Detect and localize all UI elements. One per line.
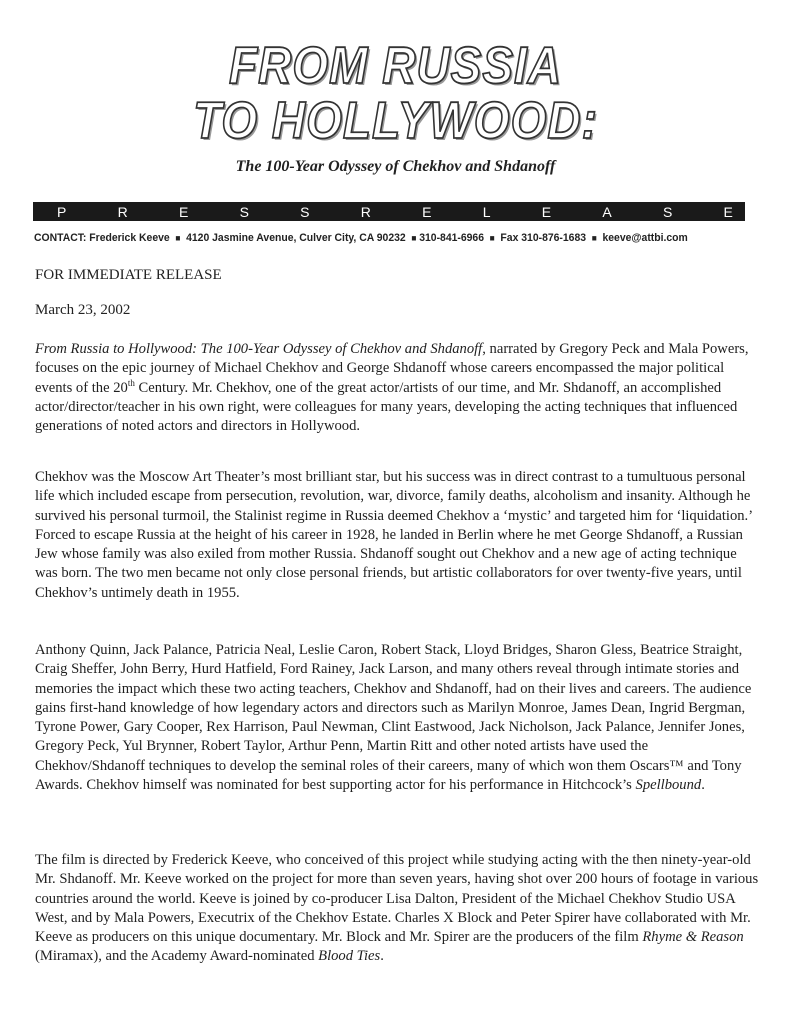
press-bar-letter: E (541, 203, 552, 220)
bullet-square-icon: ■ (591, 233, 597, 243)
paragraph-production (35, 851, 759, 967)
contact-email[interactable]: keeve@attbi.com (602, 232, 688, 244)
release-date: March 23, 2002 (35, 302, 131, 318)
film-title: Spellbound (635, 777, 702, 794)
paragraph-text: Anthony Quinn, Jack Palance, Patricia Neal, Leslie Caron, Robert Stack, Lloyd Bridges, Sharon Gless, Beatrice Straight, Craig Sheffer, John Berry, Hurd Hatfield, Ford Rainey, Jack Larson, and many others reveal through intimate stories and memories the impact which these two acting teachers, Chekhov and Shdanoff, had on their lives and careers. The audience gains first-hand knowledge of how legendary actors and directors such as Marilyn Monroe, James Dean, Ingrid Bergman, Tyrone Power, Gary Cooper, Rex Harrison, Paul Newman, Clint Eastwood, Jack Nicholson, Jack Palance, Jennifer Jones, Gregory Peck, Yul Brynner, Robert Taylor, Arthur Penn, Martin Ritt and other noted artists have used the Chekhov/Shdanoff techniques to develop the seminal roles of their careers, many of which won them Oscars™ and Tony Awards. Chekhov himself was nominated for best supporting actor for his performance in Hitchcock’s (35, 642, 752, 794)
press-bar-letter: S (300, 203, 310, 220)
press-bar-letter: P (57, 203, 67, 220)
paragraph-text: The film is directed by Frederick Keeve, who conceived of this project while studying acting with the then ninety-year-old Mr. Shdanoff. Mr. Keeve worked on the project for more than seven years, having shot over 200 hours of footage in various countries around the world. Keeve is joined by co-producer Lisa Dalton, President of the Michael Chekhov Studio USA West, and by Mala Powers, Executrix of the Chekhov Estate. Charles X Block and Peter Spirer have collaborated with Mr. Keeve as producers on this unique documentary. Mr. Block and Mr. Spirer are the producers of the film (35, 852, 759, 946)
press-bar-letter: L (482, 203, 491, 220)
film-title: Rhyme & Reason (642, 929, 744, 946)
paragraph-text: . (701, 777, 705, 794)
paragraph-chekhov-history: Chekhov was the Moscow Art Theater’s most brilliant star, but his success was in direct contrast to a tumultuous personal life which included escape from persecution, revolution, war, divorce, family deaths, alcoholism and insanity. Although he survived his personal turmoil, the Stalinist regime in Russia deemed Chekhov a ‘mystic’ and targeted him for ‘liquidation.’ Forced to escape Russia at the height of his career in 1928, he landed in Berlin where he met George Shdanoff, a Russian Jew whose family was also exiled from mother Russia. Shdanoff sought out Chekhov and a new age of acting technique was born. The two men became not only close personal friends, but artistic collaborators for over twenty-five years, until Chekhov’s untimely death in 1955. (35, 469, 752, 601)
film-title: From Russia to Hollywood: The 100-Year Odyssey of Chekhov and Shdanoff (35, 341, 483, 357)
press-release-bar (33, 202, 745, 221)
paragraph-text: . (380, 948, 384, 965)
press-bar-letter: S (239, 203, 249, 220)
logo-title-line-1: FROM RUSSIA (229, 35, 562, 95)
paragraph-intro (35, 340, 759, 436)
superscript: th (127, 377, 135, 388)
logo-title-line-2: TO HOLLYWOOD: (193, 90, 598, 150)
paragraph-text: (Miramax), and the Academy Award-nominated (35, 948, 319, 965)
release-line: FOR IMMEDIATE RELEASE (35, 267, 222, 283)
press-bar-letter: E (422, 203, 432, 220)
paragraph-interviewees (35, 641, 759, 795)
press-bar-letter: E (178, 203, 189, 220)
bullet-square-icon: ■ (489, 233, 495, 243)
bullet-square-icon: ■ (175, 233, 181, 243)
press-bar-letter: S (662, 203, 673, 220)
press-bar-letter: E (723, 203, 733, 220)
contact-fax: Fax 310-876-1683 (500, 232, 587, 244)
press-bar-letter: R (360, 203, 371, 220)
subtitle: The 100-Year Odyssey of Chekhov and Shdanoff (235, 158, 556, 175)
press-bar-letter: R (117, 203, 128, 220)
contact-label: CONTACT: Frederick Keeve (34, 232, 170, 244)
paragraph-text: , narrated by Gregory Peck and Mala Powers, focuses on the epic journey of Michael Chekhov and George Shdanoff whose careers encompassed the major political events of the 20 (35, 341, 749, 396)
press-bar-letter: A (602, 203, 612, 220)
bullet-square-icon: ■ (411, 233, 417, 243)
contact-phone: 310-841-6966 (419, 232, 485, 244)
contact-address: 4120 Jasmine Avenue, Culver City, CA 90232 (186, 232, 406, 244)
film-title: Blood Ties (318, 948, 381, 965)
contact-line (34, 232, 704, 244)
paragraph-text: Century. Mr. Chekhov, one of the great actor/artists of our time, and Mr. Shdanoff, an accomplished actor/director/teacher in his own right, were colleagues for many years, developing the acting techniques that influenced generations of noted actors and directors in Hollywood. (35, 379, 738, 435)
